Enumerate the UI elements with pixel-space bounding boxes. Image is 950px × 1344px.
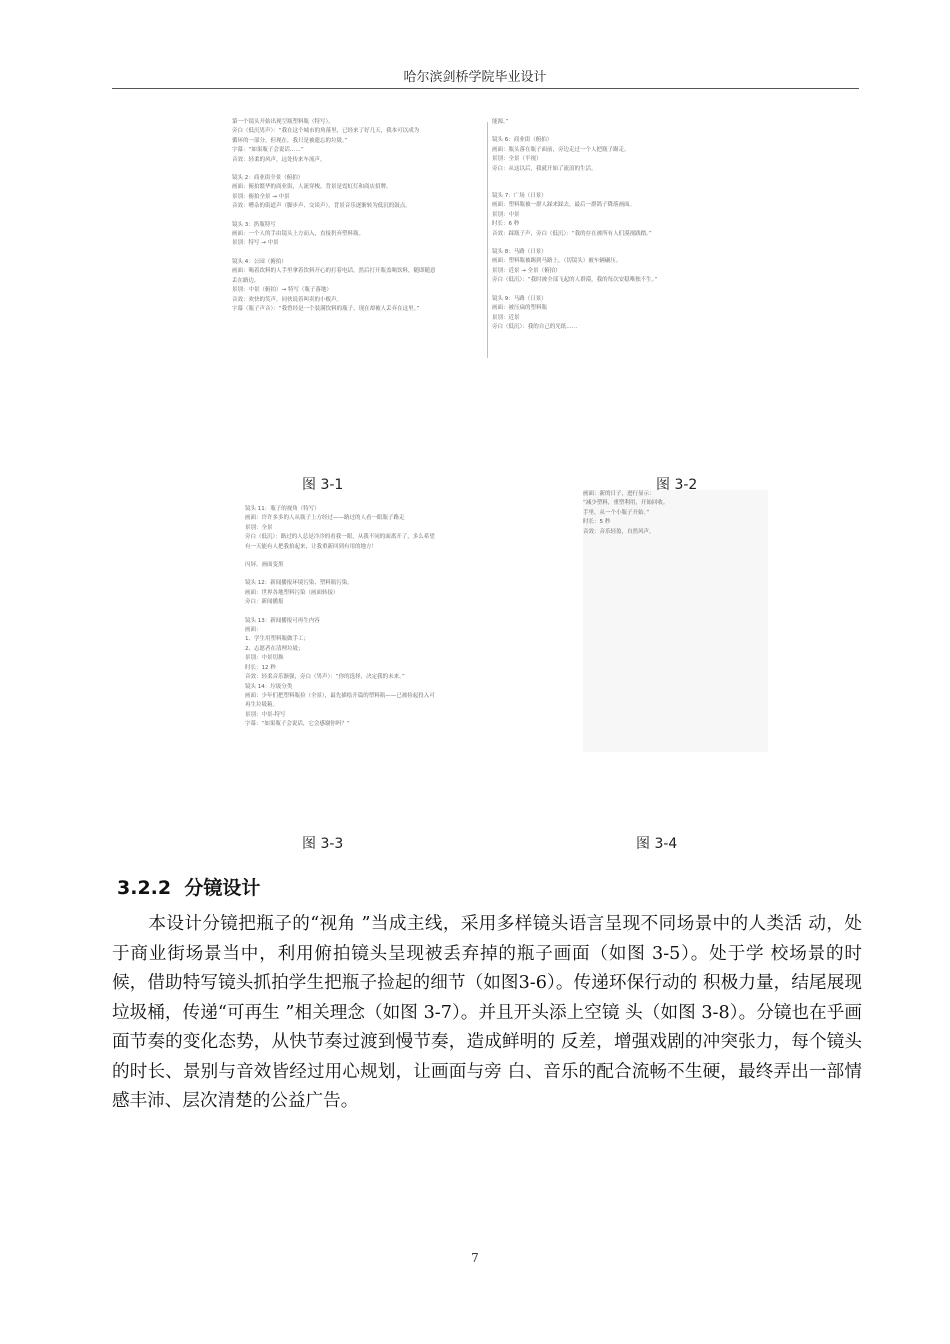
section-heading [117,873,260,900]
figure-text-line: 镜头 3：扔瓶特写 [232,221,276,228]
figure-text-line: 画面：瓶头落在瓶子面前，旁边走过一个人把瓶子踢走。 [492,146,630,153]
figure-3-4-image [583,490,768,752]
figure-text-line: 第一个镜头开始出现空瓶塑料瓶（特写）。 [232,119,334,125]
figure-divider [487,122,488,358]
figure-text-line: 景别：中景-特写 [245,711,286,718]
figure-text-line: 景别：近景 → 全景（俯拍） [492,267,561,274]
figure-text-line: 字幕（瓶子声音）：“我曾经是一个装满饮料的瓶子，现在却被人丢弃在这里。” [232,305,420,312]
figure-text-line [232,249,478,258]
figure-text-line: 景别：俯拍全景 → 中景 [232,193,290,200]
figure-text-line: 字幕：“如果瓶子会说话，它会感谢你吗？” [245,721,350,728]
figure-text-line: 音效：轻柔的风声，远处传来车流声。 [232,156,326,163]
figure-text-line: “减少塑料，重塑利用，开始回收。 [583,500,669,507]
figure-text-line [245,608,575,617]
figure-text-line: 景别：中景 [492,211,520,218]
figure-text-line: 景别：中景（俯拍）→ 特写（瓶子落地） [232,287,332,294]
figure-text-line: 画面：一个人的手由镜头上方而入，直接扔弃塑料瓶。 [232,231,365,238]
figure-text-line: 手里，从一个小瓶子开始。” [583,509,650,516]
figure-text-line: 旁白：新闻播报 [245,599,284,606]
page-number: 7 [471,1251,479,1265]
figure-caption: 图 3-2 [656,477,698,493]
figure-text-line: 镜头 7：广场（日景） [492,193,547,200]
figure-text-line: 旁白（低沉）：我的自己的光纸…… [492,323,578,330]
figure-text-line: 镜头 13：新闻播报可再生内容 [245,617,320,624]
figure-text-line [492,127,764,136]
figure-text-line: 画面：喝着饮料的人手里拿着饮料开心的打着电话，然后打开瓶盖喝饮料，随即随意 [232,268,436,275]
figure-text-line: 音效：嘈杂的街道声（脚步声、交谈声），背景音乐逐渐转为低沉的鼓点。 [232,203,411,210]
figure-text-line: 画面：俯拍繁华的商业街，人流穿梭，背景是霓虹灯和商店招牌。 [232,184,392,191]
figure-text-line: 旁白（低沉男声）：“我在这个城市的角落里，已经来了好几天，我本可以成为 [232,128,420,135]
figure-text-line: 镜头 14：垃圾分类 [245,683,293,690]
figure-text-line [492,239,764,248]
figure-text-line: 画面：被压扁的塑料瓶 [492,305,548,312]
figure-text-line: 景别：全景 [245,524,273,531]
figure-text-line: 画面：世界各地塑料污染（画面转接） [245,589,339,596]
header-rule [112,88,859,89]
figure-text-line: 镜头 6：商业街（俯拍） [492,137,553,144]
figure-text-line: 时长：5 秒 [583,519,611,526]
figure-3-1-image [232,118,478,380]
figure-text-line: 镜头 2：商业街全景（俯拍） [232,175,304,182]
figure-text-line: 旁白（低沉）：“我时被全部飞起的人群漠，我的每次安稳唯独不生。” [492,277,658,284]
figure-text-line [245,570,575,579]
figure-text-line: 2、志愿者在清理垃圾； [245,645,304,652]
figure-text-line: 旁白：从这以后，我就开始了流浪的生活。 [492,165,597,172]
page-header: 哈尔滨剑桥学院毕业设计 [403,70,547,85]
figure-text-line: 景别：全景（平视） [492,156,542,163]
figure-text-line: 1、学生用塑料瓶做手工； [245,636,310,643]
figure-text-line: 镜头 9：马路（日景） [492,295,547,302]
figure-text-line: 画面：塑料瓶被踢到马路上，（切镜头）被车辆碾压。 [492,258,622,265]
figure-text-line: 有一天能有人把我拾起来，让我重新回到有用的地方！ [245,543,378,550]
figure-text-line: 镜头 4：公园（俯拍） [232,258,287,265]
figure-text-line: 画面： [245,627,262,634]
figure-text-line [232,212,478,221]
paragraph-text: 本设计分镜把瓶子的“视角 ”当成主线，采用多样镜头语言呈现不同场景中的人类活 动，处于商业街场景当中，利用俯拍镜头呈现被丢弃掉的瓶子画面（如图 3-5）。处于学 校场景的时候，借助特写镜头抓拍学生把瓶子捡起的细节（如图3-6）。传递环保行动的 积极力量，结尾展现垃圾桶，传递“可再生 ”相关理念（如图 3-7）。并且开头添上空镜 头（如图 3-8）。分镜也在乎画面节奏的变化态势，从快节奏过渡到慢节奏，造成鲜明的 反差，增强戏剧的冲突张力，每个镜头的时长、景别与音效皆经过用心规划，让画面与旁 白、音乐的配合流畅不生硬，最终弄出一部情感丰沛、层次清楚的公益广告。 [112,914,862,1111]
figure-text-line: 时长：6 秒 [492,221,520,228]
figure-text-line: 音效：轻柔音乐渐强，旁白（男声）：“你的选择，决定我的未来。” [245,674,405,681]
figure-text-line: 镜头 8：马路（日景） [492,249,547,256]
figure-text-line: 音效：踩瓶子声，旁白（低沉）：“我的存在被所有人们漠视践踏。” [492,230,652,237]
figure-text-line: 循环的一部分，但现在，我只是被遗忘的垃圾。” [232,137,348,144]
figure-text-line: 闪屏、画面变黑 [245,562,284,569]
figure-text-line: 能源。” [492,119,509,125]
figure-text-line [492,286,764,295]
figure-caption: 图 3-4 [636,836,678,852]
figure-text-line: 景别：特写 → 中景 [232,240,279,247]
figure-text-line [492,183,764,192]
figure-text-line: 时长：12 秒 [245,664,276,671]
figure-text-line: 旁白（低沉）：路过的人总是冷冷的看我一眼，从我不同的面离开了，多么希望 [245,534,435,541]
body-paragraph [112,910,862,1117]
figure-text-line [245,552,575,561]
figure-text-line: 画面：新的日子，进行显示： [583,491,655,497]
section-number: 3.2.2 [117,877,172,899]
figure-text-line: 再生垃圾箱。 [245,702,279,709]
figure-caption: 图 3-3 [302,836,344,852]
figure-text-line: 音效：欢快的笑声，同伙说着叫卖的小贩声。 [232,296,343,303]
figure-text-line [492,174,764,183]
figure-text-line: 画面：许许多多的人从瓶子上方经过——路过的人看一眼瓶子路走 [245,515,405,522]
figure-text-line: 画面：少年们把塑料瓶捡（全景），最先描绘开篇的塑料瓶——已被捡起投入可 [245,692,435,699]
figure-text-line: 字幕：“如果瓶子会说话……” [232,147,304,154]
figure-text-line: 音效：音乐轻盈，自然风声。 [583,528,655,535]
section-title: 分镜设计 [184,877,261,899]
figure-3-3-image [245,505,575,755]
figure-text-line: 丢在路边。 [232,277,260,284]
figure-text-line: 镜头 11：瓶子的视角（特写） [245,506,320,512]
figure-text-line: 景别：近景 [492,314,520,321]
figure-text-line: 画面：塑料瓶被一群人踩来踩去，最后一群鸽子降落画面。 [492,202,636,209]
figure-caption: 图 3-1 [302,477,344,493]
figure-text-line [232,165,478,174]
figure-text-line: 景别：中景切换 [245,655,284,662]
figure-3-2-image [492,118,764,380]
figure-text-line: 镜头 12：新闻播报环境污染、塑料瓶污染。 [245,580,353,587]
